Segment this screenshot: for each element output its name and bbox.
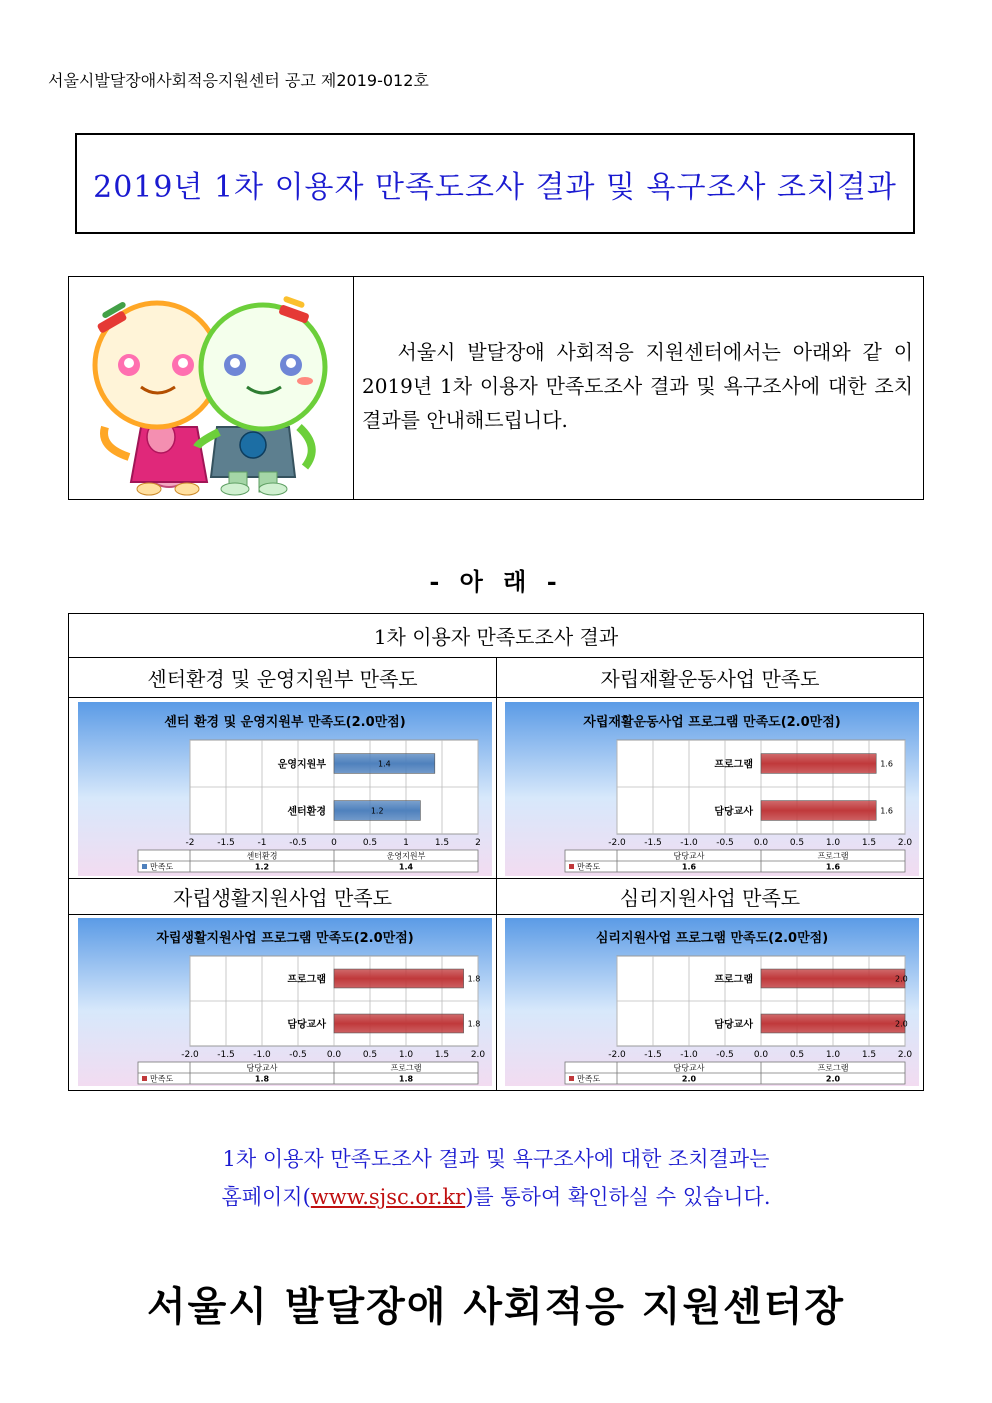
- mascot-green: [197, 295, 325, 495]
- mascot-illustration: [69, 277, 353, 499]
- chart-rehab-program: [505, 702, 919, 876]
- tick-label: 1: [403, 838, 409, 848]
- intro-text: [354, 277, 923, 499]
- table-header: 담당교사: [673, 851, 705, 861]
- title-box: [75, 133, 915, 234]
- tick-label: -2.0: [608, 838, 626, 848]
- legend-swatch: [142, 864, 147, 869]
- category-label: 센터환경: [287, 806, 326, 818]
- intro-line-1: 서울시 발달장애 사회적응 지원센터에서는 아래와 같: [397, 340, 882, 364]
- tick-label: -1: [257, 838, 267, 848]
- tick-label: -2: [185, 838, 195, 848]
- tick-label: 2.0: [897, 1050, 913, 1060]
- chart-psych-support: [505, 918, 919, 1086]
- legend-swatch: [569, 1076, 574, 1081]
- footer-line-2-pre: 홈페이지(: [221, 1185, 311, 1209]
- bar: [761, 754, 876, 774]
- table-value: 2.0: [825, 1074, 841, 1084]
- chart-center-operation: [78, 702, 492, 876]
- legend-label: 만족도: [150, 862, 174, 872]
- tick-label: 1.5: [861, 838, 877, 848]
- section-title-independent: 자립생활지원사업 만족도: [173, 886, 392, 910]
- tick-label: 1.0: [398, 1050, 414, 1060]
- section-title-psych: 심리지원사업 만족도: [619, 886, 801, 910]
- chart-title: 자립생활지원사업 프로그램 만족도(2.0만점): [156, 931, 414, 946]
- table-value: 1.4: [398, 862, 414, 872]
- tick-label: 1.0: [825, 838, 841, 848]
- tick-label: -1.5: [644, 1050, 662, 1060]
- tick-label: 1.0: [825, 1050, 841, 1060]
- data-label: 1.2: [370, 806, 384, 816]
- tick-label: -1.5: [644, 838, 662, 848]
- category-label: 운영지원부: [277, 759, 326, 771]
- footer-line-1: 1차 이용자 만족도조사 결과 및 욕구조사에 대한 조치결과는: [222, 1147, 770, 1171]
- chart-title: 센터 환경 및 운영지원부 만족도(2.0만점): [164, 715, 406, 730]
- table-header: 센터환경: [246, 851, 278, 861]
- table-header: 프로그램: [390, 1063, 422, 1073]
- homepage-link[interactable]: www.sjsc.or.kr: [310, 1185, 466, 1209]
- category-label: 프로그램: [714, 974, 753, 986]
- section-title-rehab: 자립재활운동사업 만족도: [600, 667, 820, 691]
- tick-label: 0.0: [753, 838, 769, 848]
- category-label: 프로그램: [287, 974, 326, 986]
- tick-label: 0.5: [789, 838, 805, 848]
- chart-title: 심리지원사업 프로그램 만족도(2.0만점): [595, 931, 829, 946]
- results-table: [68, 613, 924, 1091]
- tick-label: -1.0: [253, 1050, 271, 1060]
- table-header: 프로그램: [817, 851, 849, 861]
- category-label: 담당교사: [714, 1019, 753, 1031]
- legend-label: 만족도: [150, 1074, 174, 1084]
- legend-label: 만족도: [577, 1074, 601, 1084]
- bar: [761, 969, 905, 988]
- tick-label: -1.0: [680, 1050, 698, 1060]
- tick-label: 0.0: [753, 1050, 769, 1060]
- legend-swatch: [569, 864, 574, 869]
- category-label: 프로그램: [714, 759, 753, 771]
- bar: [761, 1014, 905, 1033]
- results-heading: 1차 이용자 만족도조사 결과: [373, 625, 619, 649]
- tick-label: 0.5: [362, 1050, 378, 1060]
- table-value: 2.0: [681, 1074, 697, 1084]
- below-marker: - 아 래 -: [429, 567, 563, 596]
- table-header: 프로그램: [817, 1063, 849, 1073]
- tick-label: 1.5: [434, 1050, 450, 1060]
- footer-line-2-post: )를 통하여 확인하실 수 있습니다.: [465, 1185, 771, 1209]
- category-label: 담당교사: [714, 806, 753, 818]
- chart-title: 자립재활운동사업 프로그램 만족도(2.0만점): [583, 715, 841, 730]
- tick-label: -0.5: [289, 1050, 307, 1060]
- data-label: 2.0: [895, 1019, 908, 1029]
- chart-independent-living: [78, 918, 492, 1086]
- signature: 서울시 발달장애 사회적응 지원센터장: [146, 1283, 846, 1330]
- tick-label: 1.5: [861, 1050, 877, 1060]
- tick-label: -0.5: [289, 838, 307, 848]
- mascot-orange: [95, 301, 219, 495]
- table-header: 운영지원부: [386, 851, 426, 861]
- legend-swatch: [142, 1076, 147, 1081]
- data-label: 1.8: [467, 974, 481, 984]
- tick-label: 0.5: [362, 838, 378, 848]
- table-value: 1.8: [398, 1074, 414, 1084]
- tick-label: -2.0: [608, 1050, 626, 1060]
- tick-label: -1.0: [680, 838, 698, 848]
- tick-label: 0.5: [789, 1050, 805, 1060]
- tick-label: 0: [331, 838, 337, 848]
- data-label: 1.6: [880, 759, 893, 769]
- intro-line-2: 이 2019년 1차 이용자 만족도조사 결과 및 욕구조사에: [362, 340, 914, 398]
- tick-label: -2.0: [181, 1050, 199, 1060]
- legend-label: 만족도: [577, 862, 601, 872]
- table-value: 1.6: [681, 862, 697, 872]
- table-header: 담당교사: [673, 1063, 705, 1073]
- data-label: 1.6: [880, 806, 893, 816]
- intro-line-3: 대한 조치결과를 안내해드립니다.: [362, 374, 914, 432]
- footer-notice: [0, 1140, 992, 1216]
- table-header: 담당교사: [246, 1063, 278, 1073]
- notice-number: 서울시발달장애사회적응지원센터 공고 제2019-012호: [48, 71, 429, 90]
- tick-label: -0.5: [716, 838, 734, 848]
- data-label: 1.4: [378, 759, 391, 769]
- mascot-cell: [69, 277, 354, 499]
- data-label: 1.8: [467, 1019, 481, 1029]
- table-value: 1.6: [825, 862, 841, 872]
- intro-box: [68, 276, 924, 500]
- tick-label: 0.0: [326, 1050, 342, 1060]
- footer-line-2: [0, 1178, 992, 1216]
- bar: [334, 969, 464, 988]
- tick-label: 2.0: [897, 838, 913, 848]
- bar: [334, 1014, 464, 1033]
- tick-label: -1.5: [217, 838, 235, 848]
- bar: [761, 801, 876, 821]
- tick-label: -1.5: [217, 1050, 235, 1060]
- category-label: 담당교사: [287, 1019, 326, 1031]
- tick-label: -0.5: [716, 1050, 734, 1060]
- page-title: 2019년 1차 이용자 만족도조사 결과 및 욕구조사 조치결과: [93, 169, 897, 205]
- tick-label: 1.5: [434, 838, 450, 848]
- tick-label: 2: [475, 838, 481, 848]
- table-value: 1.2: [254, 862, 270, 872]
- section-title-center: 센터환경 및 운영지원부 만족도: [147, 667, 418, 691]
- tick-label: 2.0: [470, 1050, 486, 1060]
- data-label: 2.0: [895, 974, 908, 984]
- table-value: 1.8: [254, 1074, 270, 1084]
